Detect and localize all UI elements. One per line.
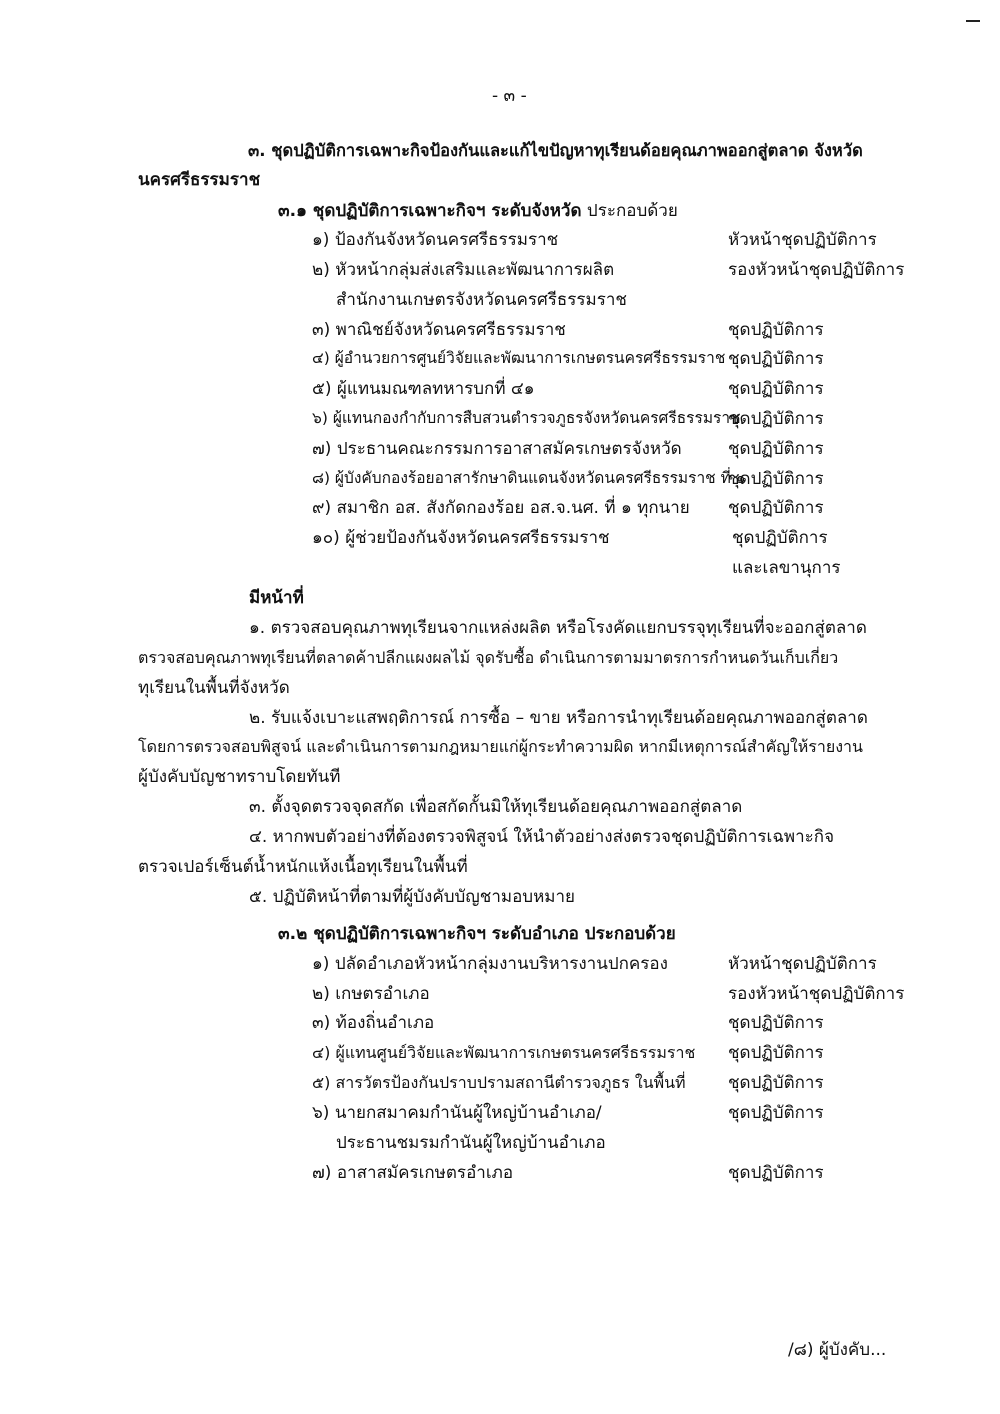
- subsection-3-1-suffix: ประกอบด้วย: [581, 201, 678, 221]
- duty-2-line-2: โดยการตรวจสอบพิสูจน์ และดำเนินการตามกฎหมายแก่ผู้กระทำความผิด หากมีเหตุการณ์สำคัญให้รายงาน: [138, 737, 863, 756]
- duties-heading: มีหน้าที่: [249, 588, 304, 608]
- duty-1-line-2: ตรวจสอบคุณภาพทุเรียนที่ตลาดค้าปลีกแผงผลไม้ จุดรับซื้อ ดำเนินการตามมาตรการกำหนดวันเก็บเกี่ยว: [138, 648, 839, 667]
- member-role: ชุดปฏิบัติการ: [728, 1163, 824, 1183]
- member-role: ชุดปฏิบัติการ: [728, 498, 824, 518]
- subsection-3-1-heading: [278, 201, 678, 221]
- member-role: ชุดปฏิบัติการ: [728, 1043, 824, 1063]
- member-name: ๗) อาสาสมัครเกษตรอำเภอ: [312, 1163, 514, 1183]
- member-name: ๑) ป้องกันจังหวัดนครศรีธรรมราช: [312, 230, 559, 250]
- member-name: ๘) ผู้บังคับกองร้อยอาสารักษาดินแดนจังหวัดนครศรีธรรมราช ที่ ๑: [312, 469, 746, 487]
- member-role: ชุดปฏิบัติการ: [728, 349, 824, 369]
- member-role: ชุดปฏิบัติการ: [728, 469, 824, 489]
- duty-1-line-1: ๑. ตรวจสอบคุณภาพทุเรียนจากแหล่งผลิต หรือโรงคัดแยกบรรจุทุเรียนที่จะออกสู่ตลาด: [249, 618, 867, 638]
- member-role: ชุดปฏิบัติการ: [728, 320, 824, 340]
- member-name: ๗) ประธานคณะกรรมการอาสาสมัครเกษตรจังหวัด: [312, 439, 682, 459]
- member-name: ๓) พาณิชย์จังหวัดนครศรีธรรมราช: [312, 320, 566, 340]
- duty-4-line-1: ๔. หากพบตัวอย่างที่ต้องตรวจพิสูจน์ ให้นำตัวอย่างส่งตรวจชุดปฏิบัติการเฉพาะกิจ: [249, 827, 835, 847]
- member-name: ๓) ท้องถิ่นอำเภอ: [312, 1013, 435, 1033]
- section-3-heading-line1: ๓. ชุดปฏิบัติการเฉพาะกิจป้องกันและแก้ไขปัญหาทุเรียนด้อยคุณภาพออกสู่ตลาด จังหวัด: [248, 141, 863, 160]
- duty-5-line-1: ๕. ปฏิบัติหน้าที่ตามที่ผู้บังคับบัญชามอบหมาย: [249, 887, 575, 907]
- subsection-3-1-title: ๓.๑ ชุดปฏิบัติการเฉพาะกิจฯ ระดับจังหวัด: [278, 201, 582, 221]
- duty-3-line-1: ๓. ตั้งจุดตรวจจุดสกัด เพื่อสกัดกั้นมิให้ทุเรียนด้อยคุณภาพออกสู่ตลาด: [249, 797, 743, 817]
- member-name: ๖) ผู้แทนกองกำกับการสืบสวนตำรวจภูธรจังหวัดนครศรีธรรมราช: [312, 409, 741, 427]
- member-role: ชุดปฏิบัติการ: [732, 528, 828, 548]
- member-name: ๕) สารวัตรป้องกันปราบปรามสถานีตำรวจภูธร ในพื้นที่: [312, 1073, 686, 1092]
- subsection-3-2-heading: ๓.๒ ชุดปฏิบัติการเฉพาะกิจฯ ระดับอำเภอ ประกอบด้วย: [278, 924, 676, 944]
- member-role: ชุดปฏิบัติการ: [728, 409, 824, 429]
- duty-2-line-1: ๒. รับแจ้งเบาะแสพฤติการณ์ การซื้อ – ขาย หรือการนำทุเรียนด้อยคุณภาพออกสู่ตลาด: [249, 708, 868, 728]
- scan-mark: [966, 20, 980, 22]
- member-role: หัวหน้าชุดปฏิบัติการ: [728, 230, 877, 250]
- section-3-heading-line2: นครศรีธรรมราช: [138, 170, 261, 190]
- member-name: ๒) หัวหน้ากลุ่มส่งเสริมและพัฒนาการผลิต: [312, 260, 615, 280]
- member-name: ๑) ปลัดอำเภอหัวหน้ากลุ่มงานบริหารงานปกครอง: [312, 954, 668, 974]
- page-continuation: /๘) ผู้บังคับ...: [788, 1340, 887, 1360]
- member-name: ๑๐) ผู้ช่วยป้องกันจังหวัดนครศรีธรรมราช: [312, 528, 610, 548]
- member-name: ๖) นายกสมาคมกำนันผู้ใหญ่บ้านอำเภอ/: [312, 1103, 602, 1123]
- member-name-continued: ประธานชมรมกำนันผู้ใหญ่บ้านอำเภอ: [336, 1133, 606, 1153]
- duty-2-line-3: ผู้บังคับบัญชาทราบโดยทันที: [138, 767, 341, 787]
- member-role: รองหัวหน้าชุดปฏิบัติการ: [728, 260, 905, 280]
- duty-4-line-2: ตรวจเปอร์เซ็นต์น้ำหนักแห้งเนื้อทุเรียนในพื้นที่: [138, 857, 468, 877]
- member-role: หัวหน้าชุดปฏิบัติการ: [728, 954, 877, 974]
- member-name: ๕) ผู้แทนมณฑลทหารบกที่ ๔๑: [312, 379, 535, 399]
- member-role: ชุดปฏิบัติการ: [728, 1073, 824, 1093]
- member-name: ๙) สมาชิก อส. สังกัดกองร้อย อส.จ.นศ. ที่ ๑ ทุกนาย: [312, 498, 690, 518]
- member-role: ชุดปฏิบัติการ: [728, 1103, 824, 1123]
- member-name: ๒) เกษตรอำเภอ: [312, 984, 430, 1004]
- member-role: ชุดปฏิบัติการ: [728, 439, 824, 459]
- page-number: - ๓ -: [492, 86, 527, 106]
- member-role: รองหัวหน้าชุดปฏิบัติการ: [728, 984, 905, 1004]
- member-name: ๔) ผู้อำนวยการศูนย์วิจัยและพัฒนาการเกษตรนครศรีธรรมราช: [312, 349, 726, 367]
- member-role: ชุดปฏิบัติการ: [728, 1013, 824, 1033]
- member-name-continued: สำนักงานเกษตรจังหวัดนครศรีธรรมราช: [336, 290, 627, 310]
- member-name: ๔) ผู้แทนศูนย์วิจัยและพัฒนาการเกษตรนครศรีธรรมราช: [312, 1043, 696, 1062]
- duty-1-line-3: ทุเรียนในพื้นที่จังหวัด: [138, 678, 290, 698]
- member-role: ชุดปฏิบัติการ: [728, 379, 824, 399]
- member-role-continued: และเลขานุการ: [732, 558, 841, 578]
